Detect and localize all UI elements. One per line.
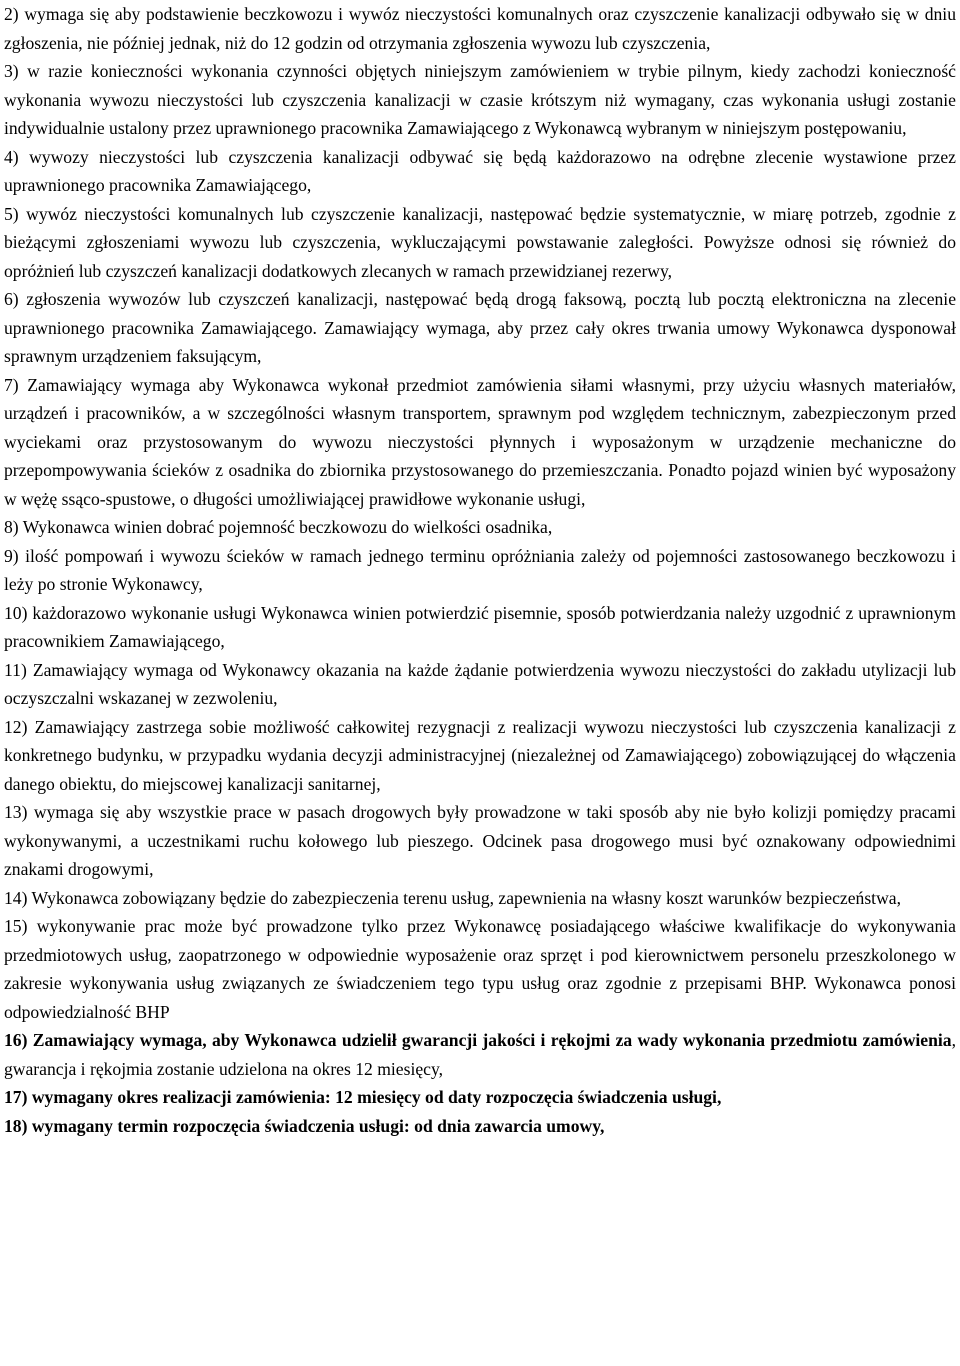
list-item-13: 13) wymaga się aby wszystkie prace w pasach drogowych były prowadzone w taki sposób aby nie było kolizji pomiędzy pracami wykonywanymi, a uczestnikami ruchu kołowego lub pieszego. Odcinek pasa drogowego musi być oznakowany odpowiednimi znakami drogowymi,: [4, 802, 956, 879]
list-item-2: 2) wymaga się aby podstawienie beczkowozu i wywóz nieczystości komunalnych oraz czyszczenie kanalizacji odbywało się w dniu zgłoszenia, nie później jednak, niż do 12 godzin od otrzymania zgłoszenia wywozu lub czyszczenia,: [4, 4, 956, 53]
list-item-10: 10) każdorazowo wykonanie usługi Wykonawca winien potwierdzić pisemnie, sposób potwierdzania należy uzgodnić z uprawnionym pracownikiem Zamawiającego,: [4, 602, 956, 651]
list-item-17: 17) wymagany okres realizacji zamówienia: 12 miesięcy od daty rozpoczęcia świadczenia usługi,: [4, 1087, 722, 1107]
list-item-7: 7) Zamawiający wymaga aby Wykonawca wykonał przedmiot zamówienia siłami własnymi, przy użyciu własnych materiałów, urządzeń i pracowników, a w szczególności własnym transportem, sprawnym pod względem technicznym, zabezpieczonym przed wyciekami oraz przystosowanym do wywozu nieczystości płynnych i wyposażonym w urządzenie mechaniczne do przepompowywania ścieków z osadnika do zbiornika przystosowanego do przemieszczania. Ponadto pojazd winien być wyposażony w wężę ssąco-spustowe, o długości umożliwiającej prawidłowe wykonanie usługi,: [4, 374, 956, 509]
list-item-4: 4) wywozy nieczystości lub czyszczenia kanalizacji odbywać się będą każdorazowo na odrębne zlecenie wystawione przez uprawnionego pracownika Zamawiającego,: [4, 146, 956, 195]
list-item-9: 9) ilość pompowań i wywozu ścieków w ramach jednego terminu opróżniania zależy od pojemności zastosowanego beczkowozu i leży po stronie Wykonawcy,: [4, 545, 956, 594]
list-item-12: 12) Zamawiający zastrzega sobie możliwość całkowitej rezygnacji z realizacji wywozu nieczystości lub czyszczenia kanalizacji z konkretnego budynku, w przypadku wydania decyzji administracyjnej (niezależnej od Zamawiającego) zobowiązującej do włączenia danego obiektu, do miejscowej kanalizacji sanitarnej,: [4, 716, 956, 794]
list-item-6: 6) zgłoszenia wywozów lub czyszczeń kanalizacji, następować będą drogą faksową, pocztą lub pocztą elektroniczna na zlecenie uprawnionego pracownika Zamawiającego. Zamawiający wymaga, aby przez cały okres trwania umowy Wykonawca dysponował sprawnym urządzeniem faksującym,: [4, 289, 956, 366]
list-item-8: 8) Wykonawca winien dobrać pojemność beczkowozu do wielkości osadnika,: [4, 517, 553, 537]
list-item-16: [4, 1026, 956, 1083]
list-item-15: 15) wykonywanie prac może być prowadzone tylko przez Wykonawcę posiadającego właściwe kwalifikacje do wykonywania przedmiotowych usług, zaopatrzonego w odpowiednie wyposażenie oraz sprzęt i pod kierownictwem personelu przeszkolonego w zakresie wykonywania usług związanych ze świadczeniem tego typu usług oraz zgodnie z przepisami BHP. Wykonawca ponosi odpowiedzialność BHP: [4, 916, 956, 1022]
list-item-11: 11) Zamawiający wymaga od Wykonawcy okazania na każde żądanie potwierdzenia wywozu nieczystości do zakładu utylizacji lub oczyszczalni wskazanej w zezwoleniu,: [4, 659, 956, 708]
list-item-3: 3) w razie konieczności wykonania czynności objętych niniejszym zamówieniem w trybie pilnym, kiedy zachodzi konieczność wykonania wywozu nieczystości lub czyszczenia kanalizacji w czasie krótszym niż wymagany, czas wykonania usługi zostanie indywidualnie ustalony przez uprawnionego pracownika Zamawiającego z Wykonawcą wybranym w niniejszym postępowaniu,: [4, 61, 956, 138]
list-item-14: 14) Wykonawca zobowiązany będzie do zabezpieczenia terenu usług, zapewnienia na własny koszt warunków bezpieczeństwa,: [4, 887, 901, 908]
list-item-18: 18) wymagany termin rozpoczęcia świadczenia usługi: od dnia zawarcia umowy,: [4, 1115, 605, 1136]
list-item-16-bold: 16) Zamawiający wymaga, aby Wykonawca udzielił gwarancji jakości i rękojmi za wady wykonania przedmiotu zamówienia: [4, 1030, 952, 1050]
list-item-5: 5) wywóz nieczystości komunalnych lub czyszczenie kanalizacji, następować będzie systematycznie, w miarę potrzeb, zgodnie z bieżącymi zgłoszeniami wywozu lub czyszczenia, wykluczającymi powstawanie zaległości. Powyższe odnosi się również do opróżnień lub czyszczeń kanalizacji dodatkowych zlecanych w ramach przewidzianej rezerwy,: [4, 203, 956, 281]
document-page: [4, 0, 956, 1140]
list-item-16-normal: , gwarancja i rękojmia zostanie udzielona na okres 12 miesięcy,: [4, 1030, 956, 1079]
